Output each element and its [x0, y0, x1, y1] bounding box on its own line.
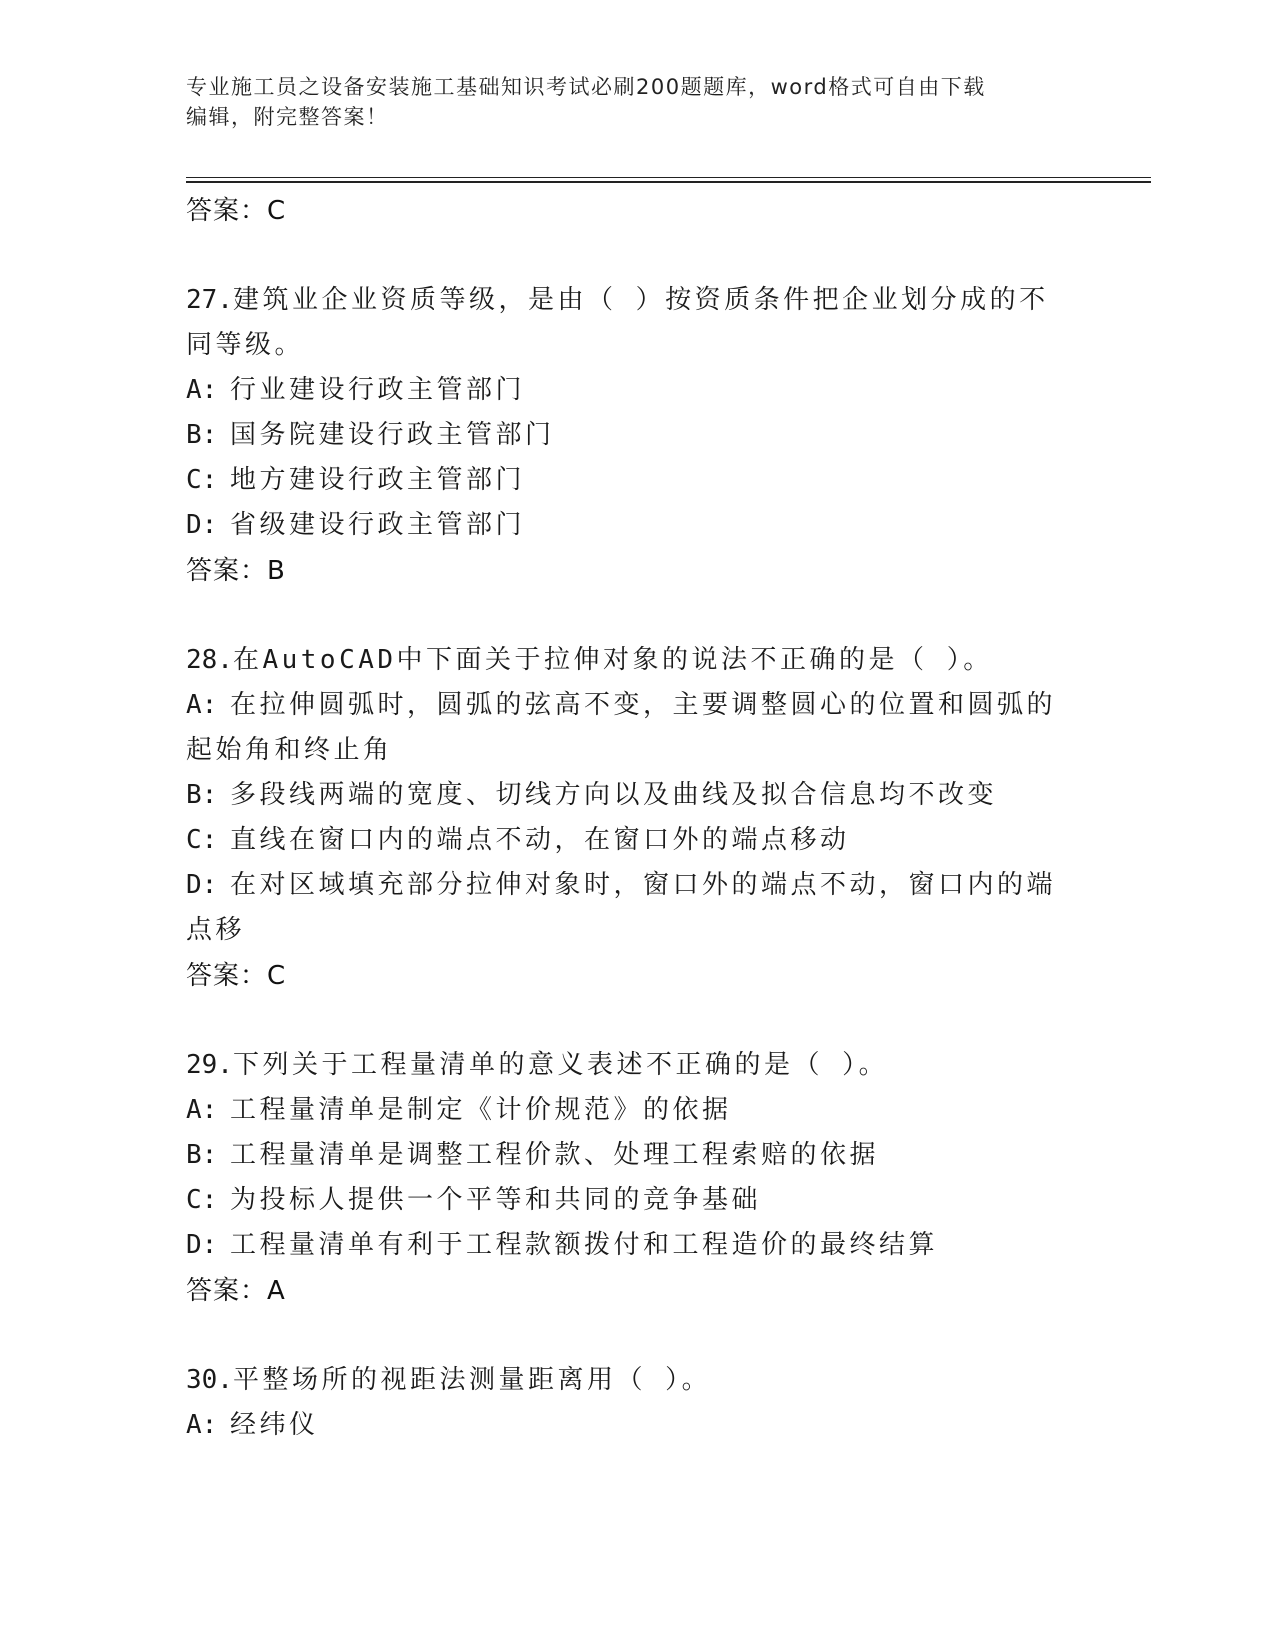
- option-key: D:: [186, 870, 218, 900]
- option-d: [186, 1223, 1076, 1268]
- question-28: [186, 638, 1076, 999]
- question-number: 29.: [186, 1050, 233, 1080]
- option-key: C:: [186, 1185, 218, 1215]
- question-text: 平整场所的视距法测量距离用（ ）。: [232, 1365, 712, 1395]
- header-divider-thin: [186, 177, 1151, 178]
- option-a: [186, 368, 1076, 413]
- option-b: [186, 1133, 1076, 1178]
- option-key: C:: [186, 465, 218, 495]
- option-text: 国务院建设行政主管部门: [230, 420, 555, 450]
- option-text: 地方建设行政主管部门: [230, 465, 526, 495]
- option-b: [186, 413, 1076, 458]
- question-number: 27.: [186, 285, 233, 315]
- option-key: B:: [186, 780, 218, 810]
- question-29: [186, 1043, 1076, 1314]
- option-a: [186, 1403, 1076, 1448]
- option-text: 工程量清单是制定《计价规范》的依据: [230, 1095, 732, 1125]
- header-line-2: 编辑，附完整答案！: [186, 105, 389, 129]
- option-key: B:: [186, 1140, 218, 1170]
- question-30: [186, 1358, 1076, 1448]
- question-27: [186, 278, 1076, 594]
- question-answer: 答案：A: [186, 1276, 286, 1306]
- option-text: 经纬仪: [230, 1410, 319, 1440]
- question-stem: [186, 638, 1076, 683]
- option-text: 行业建设行政主管部门: [230, 375, 526, 405]
- option-key: D:: [186, 1230, 218, 1260]
- option-text: 省级建设行政主管部门: [230, 510, 526, 540]
- question-number: 28.: [186, 645, 233, 675]
- question-stem: [186, 1043, 1076, 1088]
- option-a: [186, 683, 1076, 773]
- question-stem: [186, 278, 1076, 368]
- option-text: 多段线两端的宽度、切线方向以及曲线及拟合信息均不改变: [230, 780, 998, 810]
- question-list: [186, 188, 1076, 1448]
- question-number: 30.: [186, 1365, 233, 1395]
- option-text: 直线在窗口内的端点不动，在窗口外的端点移动: [230, 825, 850, 855]
- question-text: 在AutoCAD中下面关于拉伸对象的说法不正确的是（ ）。: [232, 645, 993, 675]
- previous-answer: 答案：C: [186, 196, 287, 226]
- question-answer: 答案：B: [186, 556, 286, 586]
- option-key: A:: [186, 375, 218, 405]
- page-header: [186, 72, 1066, 132]
- option-key: D:: [186, 510, 218, 540]
- option-c: [186, 818, 1076, 863]
- option-c: [186, 458, 1076, 503]
- option-c: [186, 1178, 1076, 1223]
- option-key: A:: [186, 1095, 218, 1125]
- option-key: A:: [186, 1410, 218, 1440]
- option-text: 为投标人提供一个平等和共同的竞争基础: [230, 1185, 762, 1215]
- option-text: 工程量清单是调整工程价款、处理工程索赔的依据: [230, 1140, 880, 1170]
- option-key: A:: [186, 690, 218, 720]
- option-text: 在对区域填充部分拉伸对象时，窗口外的端点不动，窗口内的端点移: [186, 870, 1057, 945]
- question-text: 下列关于工程量清单的意义表述不正确的是（ ）。: [232, 1050, 889, 1080]
- question-stem: [186, 1358, 1076, 1403]
- question-answer: 答案：C: [186, 961, 287, 991]
- option-d: [186, 863, 1076, 953]
- question-text: 建筑业企业资质等级，是由（ ）按资质条件把企业划分成的不同等级。: [186, 285, 1049, 360]
- option-text: 在拉伸圆弧时，圆弧的弦高不变，主要调整圆心的位置和圆弧的起始角和终止角: [186, 690, 1057, 765]
- option-a: [186, 1088, 1076, 1133]
- option-b: [186, 773, 1076, 818]
- header-line-1: 专业施工员之设备安装施工基础知识考试必刷200题题库，word格式可自由下载: [186, 75, 986, 99]
- option-key: B:: [186, 420, 218, 450]
- option-d: [186, 503, 1076, 548]
- option-key: C:: [186, 825, 218, 855]
- header-divider-thick: [186, 181, 1151, 183]
- option-text: 工程量清单有利于工程款额拨付和工程造价的最终结算: [230, 1230, 939, 1260]
